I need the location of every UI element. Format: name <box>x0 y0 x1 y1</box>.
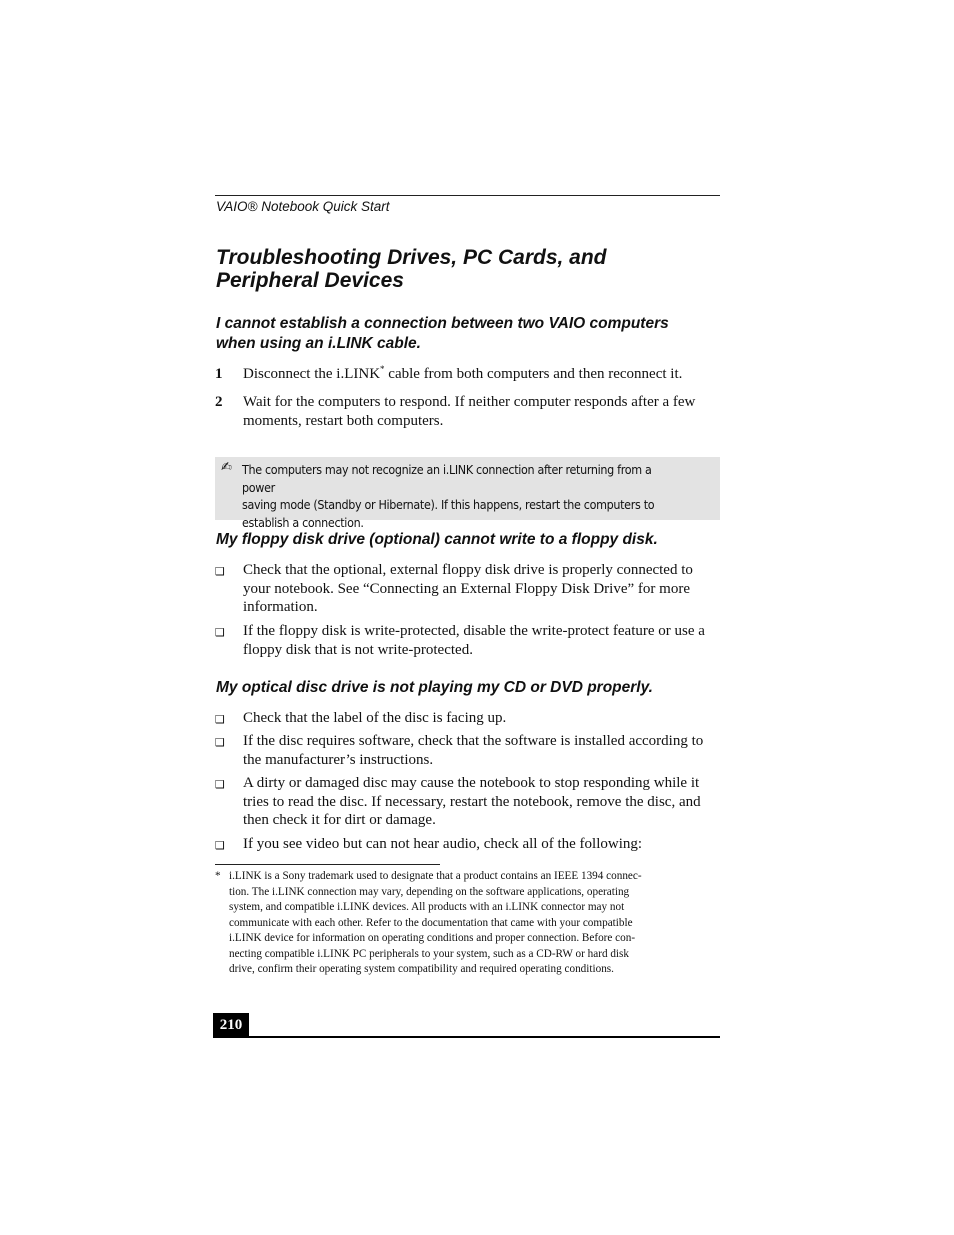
bullet-text <box>243 774 721 830</box>
footnote-line: drive, confirm their operating system compatibility and required operating conditions. <box>229 963 614 975</box>
bullet-text <box>243 709 721 728</box>
footnote-line: tion. The i.LINK connection may vary, depending on the software applications, operating <box>229 885 630 898</box>
footnote-line: communicate with each other. Refer to the documentation that came with your compatible <box>229 916 633 929</box>
step-number: 2 <box>215 394 223 410</box>
bullet-line: If the floppy disk is write-protected, disable the write-protect feature or use a <box>243 623 705 639</box>
bullet-item <box>215 835 721 854</box>
note-text <box>242 462 683 532</box>
bullet-text <box>243 561 721 617</box>
step-item <box>215 393 721 430</box>
bullet-line: tries to read the disc. If necessary, restart the notebook, remove the disc, and <box>243 793 701 810</box>
section-heading-optical: My optical disc drive is not playing my CD or DVD properly. <box>216 679 653 696</box>
bullet-line: then check it for dirt or damage. <box>243 812 436 829</box>
page-title-line-1: Troubleshooting Drives, PC Cards, and <box>216 246 607 269</box>
note-box <box>215 457 720 530</box>
checkbox-bullet-icon: ❑ <box>215 626 225 639</box>
note-line: The computers may not recognize an i.LINK connection after returning from a power <box>242 463 652 495</box>
bullet-text <box>243 732 721 769</box>
step-text <box>243 393 721 430</box>
bullet-item <box>215 732 721 769</box>
checkbox-bullet-icon: ❑ <box>215 565 225 578</box>
step-number: 1 <box>215 366 223 382</box>
footnote-line: system, and compatible i.LINK devices. All products with an i.LINK connector may not <box>229 901 625 913</box>
footnote-reference: * <box>380 364 385 374</box>
section-heading-line: I cannot establish a connection between two VAIO computers <box>216 315 669 332</box>
section-heading-ilink <box>216 314 721 354</box>
bullet-text <box>243 622 721 659</box>
bullet-line: Check that the optional, external floppy disk drive is properly connected to <box>243 562 693 578</box>
page-number: 210 <box>213 1013 249 1037</box>
step-text-part: Disconnect the i.LINK <box>243 366 381 382</box>
footnote-marker: * <box>215 870 221 882</box>
footnote-line: i.LINK is a Sony trademark used to designate that a product contains an IEEE 1394 connec- <box>229 870 642 882</box>
checkbox-bullet-icon: ❑ <box>215 839 225 852</box>
bullet-line: Check that the label of the disc is facing up. <box>243 710 507 726</box>
note-line: saving mode (Standby or Hibernate). If this happens, restart the computers to <box>242 498 655 513</box>
header-rule <box>215 195 720 196</box>
bullet-line: A dirty or damaged disc may cause the notebook to stop responding while it <box>243 775 700 791</box>
bullet-line: If the disc requires software, check that the software is installed according to <box>243 733 704 749</box>
footnote-line: i.LINK device for information on operating conditions and proper connection. Before con- <box>229 932 636 944</box>
bullet-item <box>215 561 721 617</box>
step-item <box>215 365 721 384</box>
bullet-line: information. <box>243 599 318 616</box>
bullet-item <box>215 709 721 728</box>
step-text <box>243 365 721 384</box>
bullet-item <box>215 774 721 830</box>
step-text-line: Wait for the computers to respond. If neither computer responds after a few <box>243 394 696 410</box>
footnote <box>215 869 695 978</box>
bullet-line: your notebook. See “Connecting an External Floppy Disk Drive” for more <box>243 580 690 597</box>
note-line: establish a connection. <box>242 515 364 530</box>
step-text-part: cable from both computers and then reconnect it. <box>384 366 683 382</box>
checkbox-bullet-icon: ❑ <box>215 778 225 791</box>
bullet-item <box>215 622 721 659</box>
pencil-note-icon: ✍ <box>221 460 232 475</box>
checkbox-bullet-icon: ❑ <box>215 736 225 749</box>
footer-rule <box>213 1036 720 1038</box>
footnote-text <box>229 869 695 978</box>
section-heading-floppy: My floppy disk drive (optional) cannot write to a floppy disk. <box>216 531 658 548</box>
running-head: VAIO® Notebook Quick Start <box>216 199 390 214</box>
bullet-line: floppy disk that is not write-protected. <box>243 641 473 658</box>
section-heading-line: when using an i.LINK cable. <box>216 335 421 352</box>
page-title-line-2: Peripheral Devices <box>216 269 404 292</box>
footnote-rule <box>215 864 440 865</box>
page-title <box>216 246 721 292</box>
bullet-line: the manufacturer’s instructions. <box>243 751 434 768</box>
step-text-line: moments, restart both computers. <box>243 412 444 429</box>
bullet-text <box>243 835 721 854</box>
bullet-line: If you see video but can not hear audio, check all of the following: <box>243 836 643 852</box>
footnote-line: necting compatible i.LINK PC peripherals to your system, such as a CD-RW or hard disk <box>229 947 629 960</box>
checkbox-bullet-icon: ❑ <box>215 713 225 726</box>
